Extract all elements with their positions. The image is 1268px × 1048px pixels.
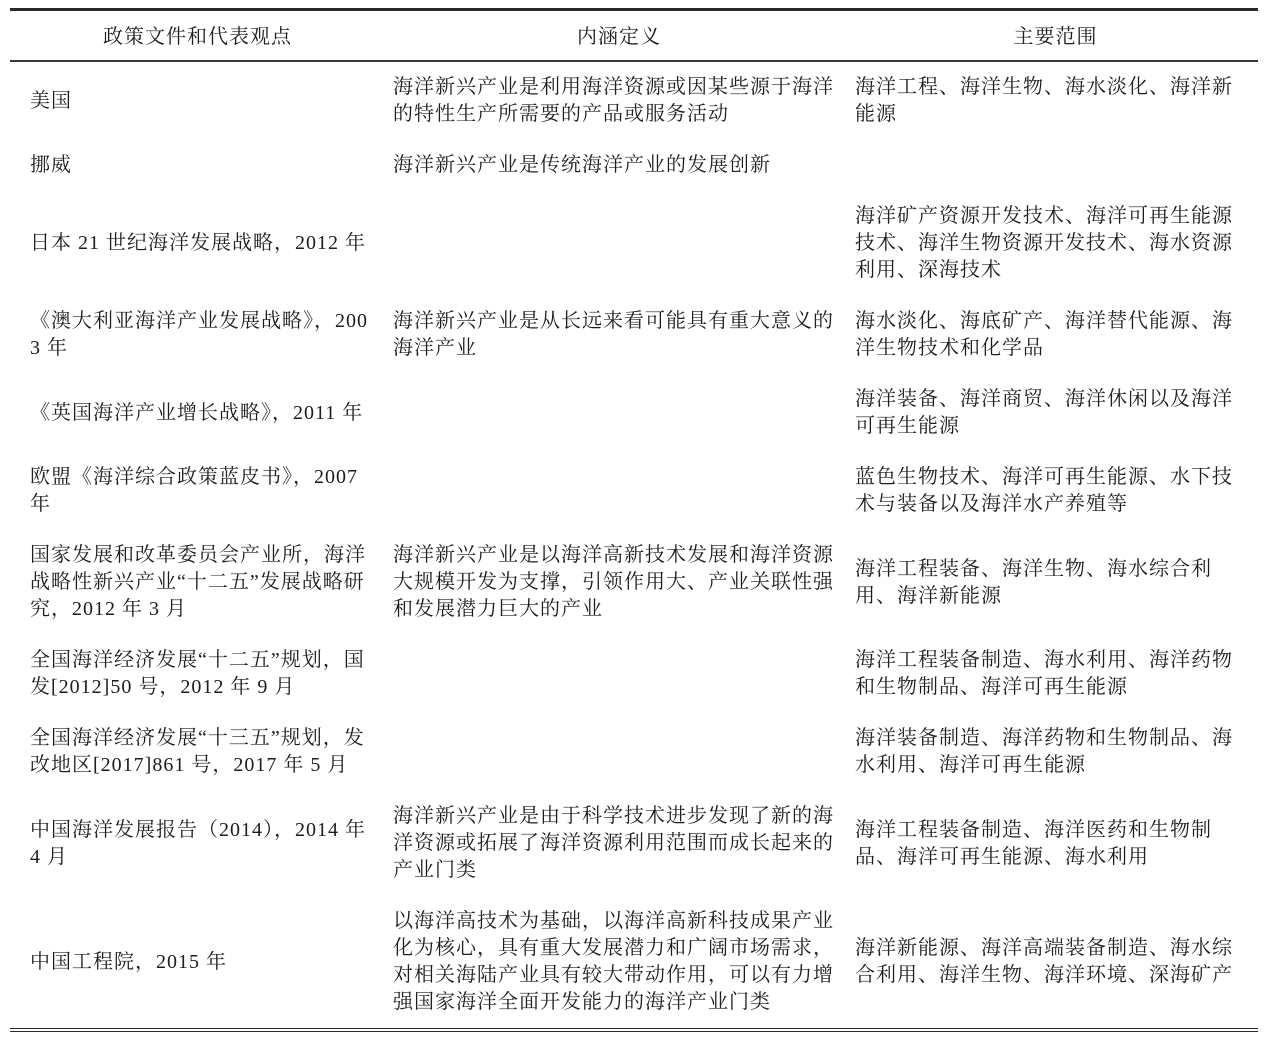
table-row xyxy=(10,374,1258,452)
cell-scope: 海洋矿产资源开发技术、海洋可再生能源技术、海洋生物资源开发技术、海水资源利用、深海技术 xyxy=(855,205,1233,281)
header-row xyxy=(10,10,1258,62)
column-header-scope: 主要范围 xyxy=(853,10,1258,62)
cell-scope xyxy=(853,140,1258,191)
cell-definition: 海洋新兴产业是利用海洋资源或因某些源于海洋的特性生产所需要的产品或服务活动 xyxy=(393,76,834,125)
table-row xyxy=(10,713,1258,791)
cell-definition xyxy=(385,635,853,713)
policy-table xyxy=(10,8,1258,1032)
cell-policy: 欧盟《海洋综合政策蓝皮书》，2007 年 xyxy=(30,466,358,515)
cell-policy: 全国海洋经济发展“十三五”规划，发改地区[2017]861 号，2017 年 5 月 xyxy=(30,727,365,776)
cell-policy: 日本 21 世纪海洋发展战略，2012 年 xyxy=(30,232,366,254)
cell-scope: 海洋新能源、海洋高端装备制造、海水综合利用、海洋生物、海洋环境、深海矿产 xyxy=(855,937,1233,986)
cell-policy: 《澳大利亚海洋产业发展战略》，2003 年 xyxy=(30,310,368,359)
cell-policy: 全国海洋经济发展“十二五”规划，国发[2012]50 号，2012 年 9 月 xyxy=(30,649,365,698)
table-row xyxy=(10,452,1258,530)
column-header-definition: 内涵定义 xyxy=(385,10,853,62)
column-header-policy: 政策文件和代表观点 xyxy=(10,10,385,62)
cell-definition xyxy=(385,713,853,791)
table-row xyxy=(10,635,1258,713)
cell-policy: 国家发展和改革委员会产业所，海洋战略性新兴产业“十二五”发展战略研究，2012 年 3 月 xyxy=(30,544,366,620)
cell-scope: 海洋工程、海洋生物、海水淡化、海洋新能源 xyxy=(855,76,1233,125)
cell-scope: 海洋工程装备制造、海水利用、海洋药物和生物制品、海洋可再生能源 xyxy=(855,649,1233,698)
table-container xyxy=(10,8,1258,1032)
cell-scope: 海水淡化、海底矿产、海洋替代能源、海洋生物技术和化学品 xyxy=(855,310,1233,359)
cell-policy: 挪威 xyxy=(30,154,72,176)
cell-definition xyxy=(385,374,853,452)
table-row xyxy=(10,61,1258,140)
cell-definition: 以海洋高技术为基础，以海洋高新科技成果产业化为核心，具有重大发展潜力和广阔市场需求，对相关海陆产业具有较大带动作用，可以有力增强国家海洋全面开发能力的海洋产业门类 xyxy=(393,910,834,1013)
table-row xyxy=(10,896,1258,1030)
cell-scope: 海洋装备、海洋商贸、海洋休闲以及海洋可再生能源 xyxy=(855,388,1233,437)
cell-definition: 海洋新兴产业是由于科学技术进步发现了新的海洋资源或拓展了海洋资源利用范围而成长起来的产业门类 xyxy=(393,805,834,881)
table-row xyxy=(10,530,1258,635)
table-row xyxy=(10,191,1258,296)
cell-scope: 蓝色生物技术、海洋可再生能源、水下技术与装备以及海洋水产养殖等 xyxy=(855,466,1233,515)
cell-definition: 海洋新兴产业是从长远来看可能具有重大意义的海洋产业 xyxy=(393,310,834,359)
cell-policy: 中国海洋发展报告（2014），2014 年 4 月 xyxy=(30,818,366,868)
cell-definition xyxy=(385,452,853,530)
cell-scope: 海洋工程装备制造、海洋医药和生物制品、海洋可再生能源、海水利用 xyxy=(855,818,1212,868)
cell-scope: 海洋装备制造、海洋药物和生物制品、海水利用、海洋可再生能源 xyxy=(855,727,1233,776)
table-row xyxy=(10,140,1258,191)
cell-scope: 海洋工程装备、海洋生物、海水综合利用、海洋新能源 xyxy=(855,557,1212,607)
cell-policy: 中国工程院，2015 年 xyxy=(30,950,227,973)
cell-policy: 美国 xyxy=(30,89,72,112)
table-row xyxy=(10,296,1258,374)
table-row xyxy=(10,791,1258,896)
cell-definition: 海洋新兴产业是以海洋高新技术发展和海洋资源大规模开发为支撑，引领作用大、产业关联性强和发展潜力巨大的产业 xyxy=(393,544,834,620)
cell-definition: 海洋新兴产业是传统海洋产业的发展创新 xyxy=(393,154,771,176)
cell-definition xyxy=(385,191,853,296)
cell-policy: 《英国海洋产业增长战略》，2011 年 xyxy=(30,401,364,424)
